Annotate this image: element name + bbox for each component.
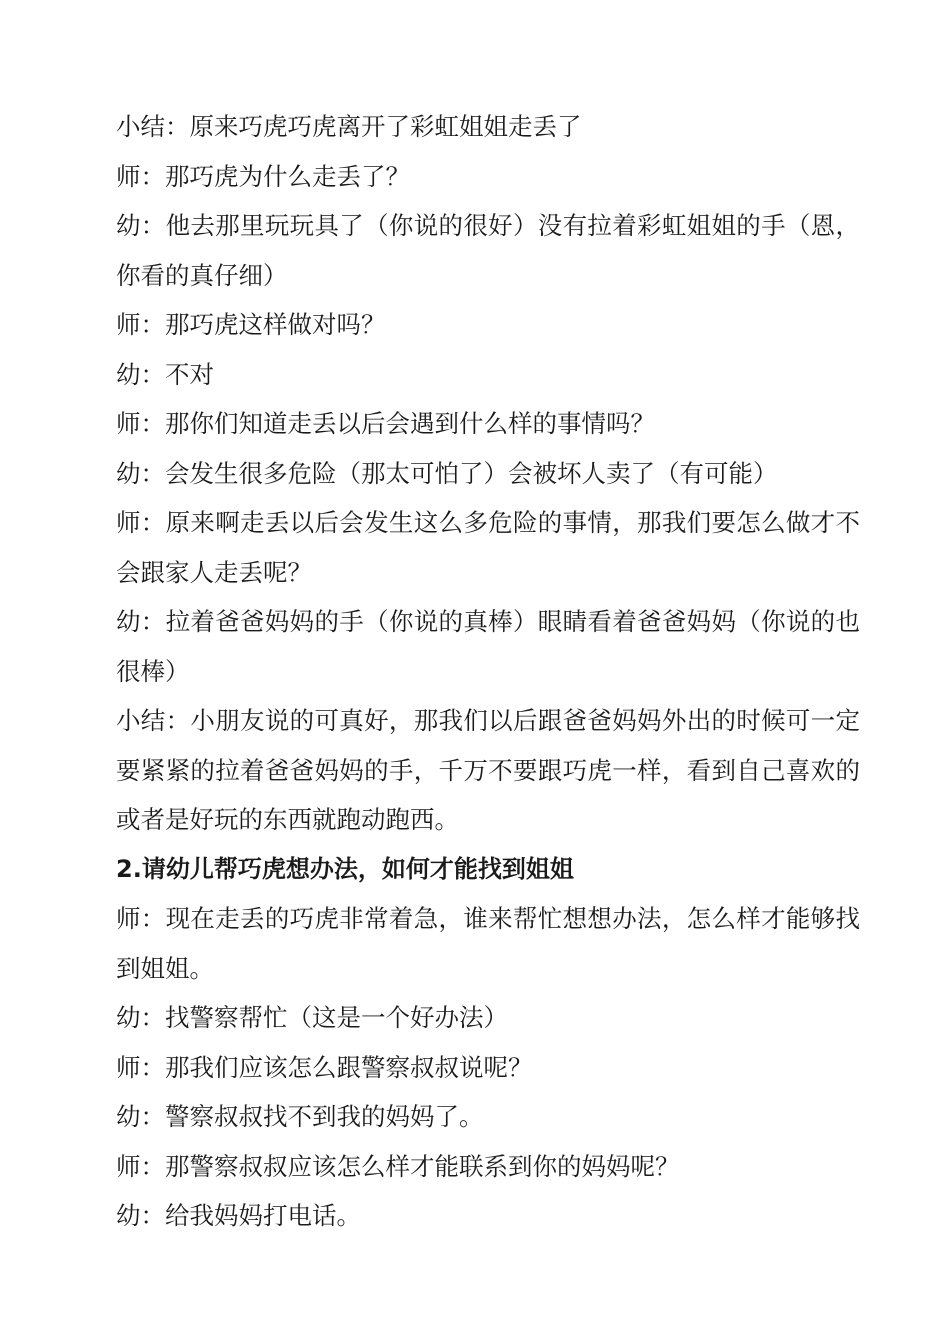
paragraph-child-1: 幼：他去那里玩玩具了（你说的很好）没有拉着彩虹姐姐的手（恩，你看的真仔细） xyxy=(116,211,860,290)
paragraph-teacher-4: 师：原来啊走丢以后会发生这么多危险的事情，那我们要怎么做才不会跟家人走丢呢？ xyxy=(116,508,860,587)
paragraph-teacher-2: 师：那巧虎这样做对吗？ xyxy=(116,310,386,339)
paragraph-child-7: 幼：给我妈妈打电话。 xyxy=(116,1201,361,1230)
paragraph-teacher-5: 师：现在走丢的巧虎非常着急，谁来帮忙想想办法，怎么样才能够找到姐姐。 xyxy=(116,904,860,983)
paragraph-summary-2: 小结：小朋友说的可真好，那我们以后跟爸爸妈妈外出的时候可一定要紧紧的拉着爸爸妈妈的手，千万不要跟巧虎一样，看到自己喜欢的或者是好玩的东西就跑动跑西。 xyxy=(116,706,860,834)
document-page xyxy=(116,102,860,1241)
paragraph-teacher-3: 师：那你们知道走丢以后会遇到什么样的事情吗？ xyxy=(116,409,655,438)
paragraph-teacher-1: 师：那巧虎为什么走丢了？ xyxy=(116,161,410,191)
paragraph-child-6: 幼：警察叔叔找不到我的妈妈了。 xyxy=(116,1102,484,1131)
paragraph-teacher-7: 师：那警察叔叔应该怎么样才能联系到你的妈妈呢？ xyxy=(116,1151,680,1181)
paragraph-child-4: 幼：拉着爸爸妈妈的手（你说的真棒）眼睛看着爸爸妈妈（你说的也很棒） xyxy=(116,607,860,686)
paragraph-summary-1: 小结：原来巧虎巧虎离开了彩虹姐姐走丢了 xyxy=(116,112,582,141)
paragraph-teacher-6: 师：那我们应该怎么跟警察叔叔说呢？ xyxy=(116,1052,533,1082)
paragraph-child-3: 幼：会发生很多危险（那太可怕了）会被坏人卖了（有可能） xyxy=(116,458,778,488)
section-heading: 2.请幼儿帮巧虎想办法，如何才能找到姐姐 xyxy=(116,854,574,883)
paragraph-child-5: 幼：找警察帮忙（这是一个好办法） xyxy=(116,1003,508,1032)
paragraph-child-2: 幼：不对 xyxy=(116,359,214,389)
